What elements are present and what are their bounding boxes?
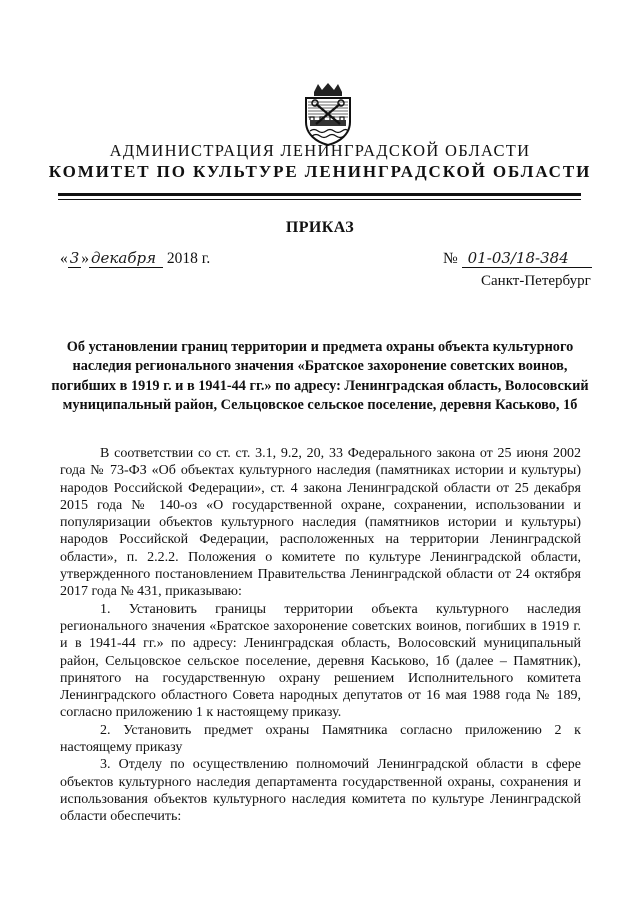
body-paragraph: 1. Установить границы территории объекта культурного наследия регионального значения «Братское захоронение советских воинов, погибших в 1919 г. и в 1941-44 гг.» по адресу: Ленинградская область, Волосовский муниципальный район, Сельцовское сельское поселение, деревня Каськово, 1б (далее – Памятник), принятого на государственную охрану решением Исполнительного комитета Ленинградского областного Совета народных депутатов от 16 мая 1988 года № 189, согласно приложению 1 к настоящему приказу. xyxy=(60,601,581,721)
order-date xyxy=(60,249,210,268)
order-body xyxy=(60,445,581,826)
document-type-title: ПРИКАЗ xyxy=(285,219,355,236)
date-year: 2018 г. xyxy=(166,250,211,267)
order-number xyxy=(443,249,592,268)
date-day: 3 xyxy=(69,249,80,267)
date-quote-open: « xyxy=(60,250,68,267)
date-quote-close: » xyxy=(81,250,90,267)
body-paragraph: 3. Отделу по осуществлению полномочий Ленинградской области в сфере объектов культурного наследия департамента государственной охраны, сохранения и использования объектов культурного наследия комитета по культуре Ленинградской области обеспечить: xyxy=(60,757,581,825)
number-label: № xyxy=(443,250,458,267)
number-value: 01-03/18-384 xyxy=(462,249,592,268)
issue-place: Санкт-Петербург xyxy=(481,273,591,289)
body-paragraph: В соответствии со ст. ст. 3.1, 9.2, 20, 33 Федерального закона от 25 июня 2002 года № 73-ФЗ «Об объектах культурного наследия (памятниках истории и культуры) народов Российской Федерации», ст. 4 закона Ленинградской области от 25 декабря 2015 года № 140-оз «О государственной охране, сохранении, использовании и популяризации объектов культурного наследия (памятников истории и культуры) народов Российской Федерации, расположенных на территории Ленинградской области», п. 2.2.2. Положения о комитете по культуре Ленинградской области, утвержденного постановлением Правительства Ленинградской области от 24 октября 2017 года № 431, приказываю: xyxy=(60,446,581,600)
coat-of-arms-icon xyxy=(300,82,356,146)
administration-title: АДМИНИСТРАЦИЯ ЛЕНИНГРАДСКОЙ ОБЛАСТИ xyxy=(109,141,531,160)
header-divider-thin xyxy=(58,199,581,200)
order-subject: Об установлении границ территории и предмета охраны объекта культурного наследия регионального значения «Братское захоронение советских воинов, погибших в 1919 г. и в 1941-44 гг.» по адресу: Ленинградская область, Волосовский муниципальный район, Сельцовское сельское поселение, деревня Каськово, 1б xyxy=(51,339,589,414)
body-paragraph: 2. Установить предмет охраны Памятника согласно приложению 2 к настоящему приказу xyxy=(60,722,581,756)
date-month: декабря xyxy=(89,249,163,268)
header-divider-thick xyxy=(58,193,581,196)
committee-title: КОМИТЕТ ПО КУЛЬТУРЕ ЛЕНИНГРАДСКОЙ ОБЛАСТИ xyxy=(48,162,592,181)
